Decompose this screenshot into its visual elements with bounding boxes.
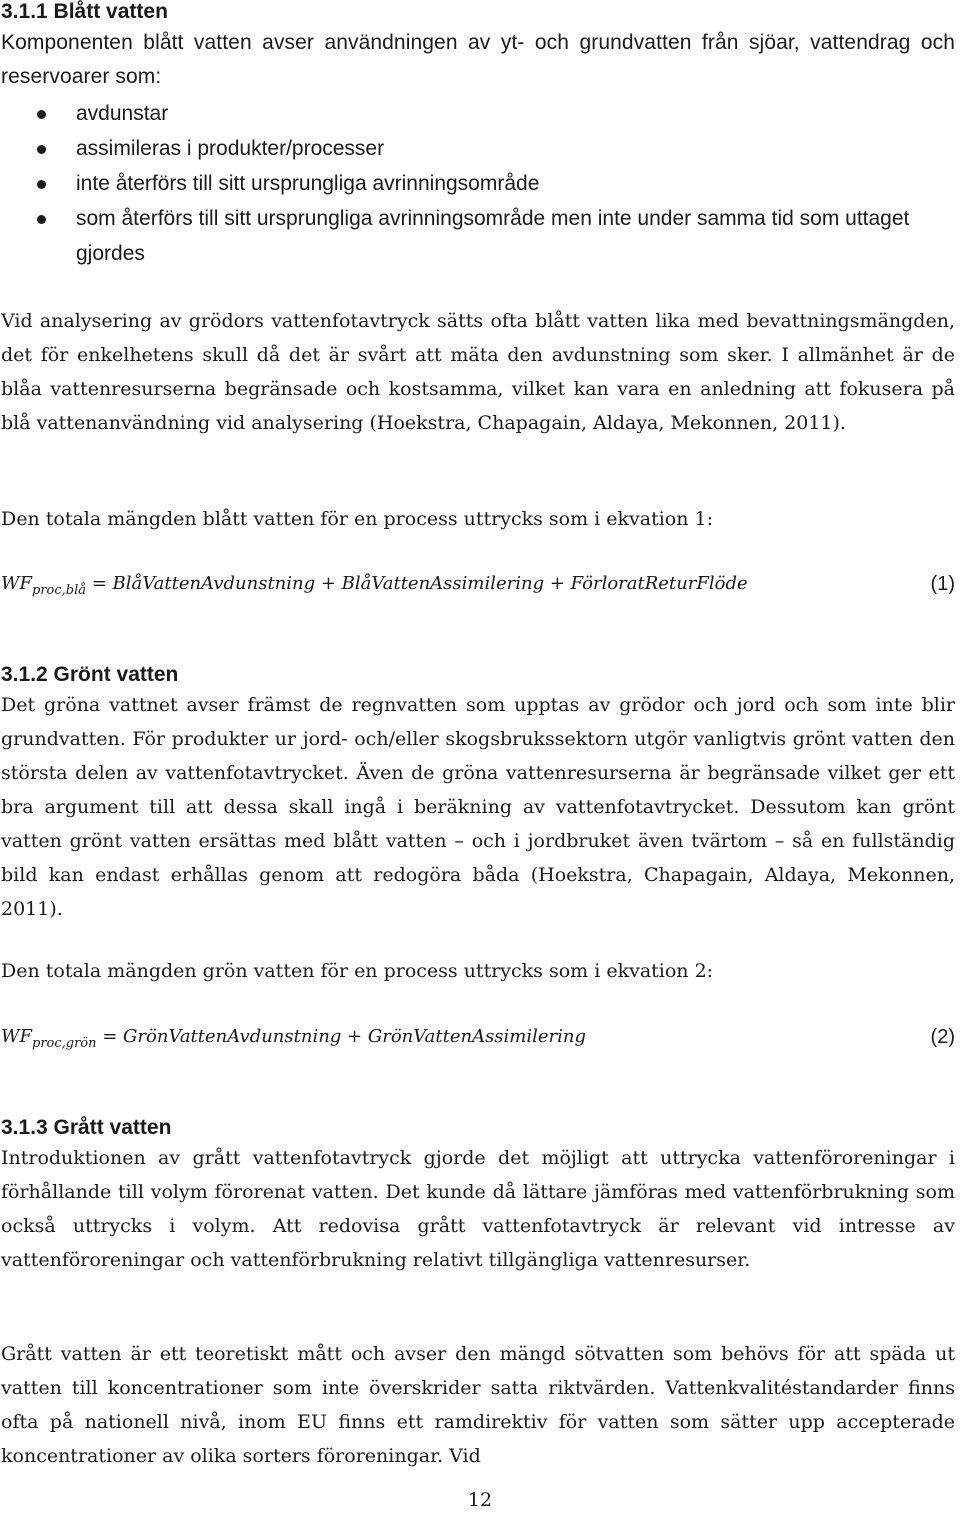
equation-2-lhs: WF — [1, 1026, 32, 1047]
equation-2 — [1, 1019, 955, 1055]
body-paragraph-blue-water: Vid analysering av grödors vattenfotavtryck sätts ofta blått vatten lika med bevattningsmängden, det för enkelhetens skull då det är svårt att mäta den avdunstning som sker. I allmänhet är de blåa vattenresurserna begränsade och kostsamma, vilket kan vara en anledning att fokusera på blå vattenanvändning vid analysering (Hoekstra, Chapagain, Aldaya, Mekonnen, 2011). — [1, 310, 955, 434]
equation-intro-blue: Den totala mängden blått vatten för en process uttrycks som i ekvation 1: — [1, 508, 713, 530]
equation-1-subscript: proc,blå — [32, 583, 87, 598]
section-heading-grey-water: 3.1.3 Grått vatten — [1, 1116, 172, 1139]
list-item-text: som återförs till sitt ursprungliga avrinningsområde men inte under samma tid som uttaget gjordes — [76, 207, 910, 265]
bullet-list — [0, 96, 956, 271]
body-paragraph-green-water: Det gröna vattnet avser främst de regnvatten som upptas av grödor och jord och som inte blir grundvatten. För produkter ur jord- och/eller skogsbrukssektorn utgör vanligtvis grönt vatten den största delen av vattenfotavtrycket. Även de gröna vattenresurserna är begränsade vilket ger ett bra argument till att dessa skall ingå i beräkning av vattenfotavtrycket. Dessutom kan grönt vatten grönt vatten ersättas med blått vatten – och i jordbruket även tvärtom – så en fullständig bild kan endast erhållas genom att redogöra båda (Hoekstra, Chapagain, Aldaya, Mekonnen, 2011). — [1, 694, 955, 920]
equation-2-subscript: proc,grön — [32, 1036, 97, 1051]
section-heading-blue-water: 3.1.1 Blått vatten — [1, 0, 168, 23]
equation-1 — [1, 566, 955, 602]
bullet-icon — [37, 180, 46, 189]
list-item — [0, 131, 956, 166]
list-item-text: avdunstar — [76, 102, 169, 125]
equation-2-body — [1, 1019, 586, 1055]
bullet-icon — [37, 215, 46, 224]
list-item — [0, 166, 956, 201]
list-item — [0, 201, 956, 271]
equation-1-lhs: WF — [1, 573, 32, 594]
body-paragraph-grey-water-1: Introduktionen av grått vattenfotavtryck gjorde det möjligt att uttrycka vattenföroreningar i förhållande till volym förorenat vatten. Det kunde då lättare jämföras med vattenförbrukning som också uttrycks i volym. Att redovisa grått vattenfotavtryck är relevant vid intresse av vattenföroreningar och vattenförbrukning relativt tillgängliga vattenresurser. — [1, 1147, 955, 1271]
list-item-text: inte återförs till sitt ursprungliga avrinningsområde — [76, 172, 540, 195]
section-heading-green-water: 3.1.2 Grönt vatten — [1, 663, 179, 686]
page-number: 12 — [467, 1489, 493, 1511]
equation-1-number: (1) — [930, 573, 955, 595]
body-paragraph-grey-water-2: Grått vatten är ett teoretiskt mått och avser den mängd sötvatten som behövs för att späda ut vatten till koncentrationer som inte överskrider satta riktvärden. Vattenkvalitéstandarder finns ofta på nationell nivå, inom EU finns ett ramdirektiv för vatten som sätter upp accepterade koncentrationer av olika sorters föroreningar. Vid — [1, 1343, 955, 1467]
intro-paragraph-blue-water: Komponenten blått vatten avser användningen av yt- och grundvatten från sjöar, vattendrag och reservoarer som: — [1, 31, 955, 88]
list-item-text: assimileras i produkter/processer — [76, 137, 385, 160]
equation-1-body — [1, 566, 748, 602]
equation-1-rhs: = BlåVattenAvdunstning + BlåVattenAssimilering + FörloratReturFlöde — [91, 573, 748, 594]
equation-2-rhs: = GrönVattenAvdunstning + GrönVattenAssimilering — [102, 1026, 587, 1047]
equation-2-number: (2) — [930, 1026, 955, 1048]
equation-intro-green: Den totala mängden grön vatten för en process uttrycks som i ekvation 2: — [1, 960, 714, 982]
list-item — [0, 96, 956, 131]
bullet-icon — [37, 110, 46, 119]
bullet-icon — [37, 145, 46, 154]
